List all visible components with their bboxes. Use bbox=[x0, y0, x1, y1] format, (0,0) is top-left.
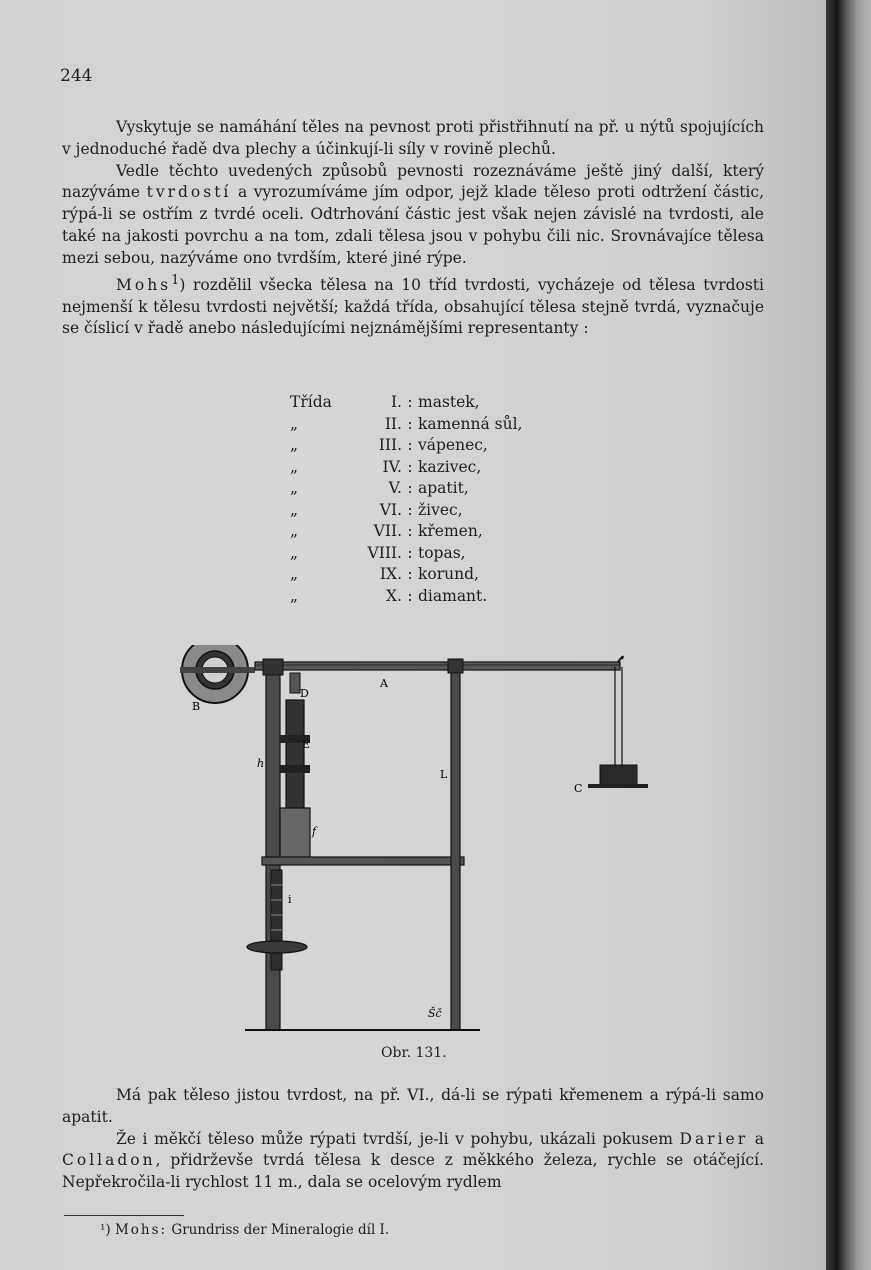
table-plate bbox=[262, 857, 464, 865]
class-mineral: apatit, bbox=[418, 479, 469, 497]
paragraph-mohs: Mohs$^1$) rozdělil všecka tělesa na 10 tříd tvrdosti, vycházeje od tělesa tvrdosti nejmenší k tělesu tvrdosti největší; každá třída, obsahující tělesa stejně tvrdá, vyznačuje se číslicí v řadě anebo následujícími nejznámějšími representanty : bbox=[62, 272, 764, 338]
footnote: ¹) Mohs: Grundriss der Mineralogie díl I. bbox=[100, 1222, 390, 1238]
body-text-bottom bbox=[62, 1085, 764, 1194]
class-separator: : bbox=[407, 393, 413, 411]
class-separator: : bbox=[407, 436, 413, 454]
hardness-class-row bbox=[290, 478, 522, 500]
handwheel bbox=[247, 941, 307, 953]
class-mineral: živec, bbox=[418, 500, 463, 519]
hardness-class-row bbox=[290, 392, 522, 414]
class-mineral: kazivec, bbox=[418, 457, 482, 476]
body-text-top bbox=[62, 117, 764, 340]
class-separator: : bbox=[407, 543, 413, 562]
class-separator: : bbox=[407, 457, 413, 476]
class-numeral: II. bbox=[384, 414, 402, 433]
class-separator: : bbox=[407, 565, 413, 583]
class-numeral: IX. bbox=[379, 565, 402, 583]
class-separator: : bbox=[407, 500, 413, 519]
footnote-rule bbox=[64, 1215, 184, 1216]
lever-arm bbox=[255, 662, 620, 670]
footnote-author: Mohs: bbox=[114, 1222, 168, 1238]
class-lead: „ bbox=[290, 586, 299, 605]
class-lead: „ bbox=[290, 543, 299, 562]
class-lead: „ bbox=[290, 457, 299, 476]
specimen-block bbox=[280, 808, 310, 858]
label-D: D bbox=[300, 687, 309, 700]
tool-holder bbox=[286, 700, 304, 810]
class-lead: Třída bbox=[290, 393, 332, 411]
class-lead: „ bbox=[290, 522, 299, 540]
class-mineral: vápenec, bbox=[418, 436, 488, 454]
class-separator: : bbox=[407, 522, 413, 540]
label-i: i bbox=[288, 893, 292, 906]
label-E: E bbox=[302, 738, 311, 751]
class-mineral: mastek, bbox=[418, 393, 480, 411]
class-mineral: křemen, bbox=[418, 522, 483, 540]
class-lead: „ bbox=[290, 500, 299, 519]
author-colladon: Colladon bbox=[62, 1151, 156, 1170]
hardness-class-row bbox=[290, 414, 522, 436]
figure-caption: Obr. 131. bbox=[381, 1045, 447, 1061]
label-L: L bbox=[440, 768, 448, 781]
author-darier: Darier bbox=[679, 1129, 749, 1148]
class-numeral: I. bbox=[390, 393, 402, 411]
class-mineral: topas, bbox=[418, 543, 466, 562]
hardness-class-row bbox=[290, 457, 522, 479]
hardness-class-row bbox=[290, 564, 522, 586]
engraver-signature: Šč bbox=[428, 1007, 442, 1020]
hardness-scale-list bbox=[290, 392, 522, 607]
term-hardness: tvrdostí bbox=[146, 183, 232, 202]
class-numeral: X. bbox=[386, 586, 402, 605]
class-separator: : bbox=[407, 479, 413, 497]
hardness-class-row bbox=[290, 435, 522, 457]
label-C: C bbox=[574, 782, 583, 795]
class-mineral: kamenná sůl, bbox=[418, 414, 523, 433]
class-mineral: diamant. bbox=[418, 586, 488, 605]
class-numeral: VII. bbox=[373, 522, 402, 540]
left-column bbox=[266, 665, 280, 1030]
right-post bbox=[451, 665, 460, 1030]
class-numeral: VI. bbox=[379, 500, 402, 519]
class-lead: „ bbox=[290, 479, 299, 497]
paragraph-motion-experiment: Že i měkčí těleso může rýpati tvrdší, je-li v pohybu, ukázali pokusem Darier a Colladon, přidrževše tvrdá tělesa k desce z měkkého železa, rychle se otáčející. Nepřekročila-li rychlost 11 m., dala se ocelovým rydlem bbox=[62, 1129, 764, 1192]
class-lead: „ bbox=[290, 565, 299, 583]
hardness-class-row bbox=[290, 543, 522, 565]
class-separator: : bbox=[407, 586, 413, 605]
paragraph-example: Má pak těleso jistou tvrdost, na př. VI., dá-li se rýpati křemenem a rýpá-li samo apatit. bbox=[62, 1086, 764, 1126]
class-lead: „ bbox=[290, 436, 299, 454]
hardness-class-row bbox=[290, 500, 522, 522]
class-numeral: VIII. bbox=[367, 543, 402, 562]
author-mohs: Mohs bbox=[116, 275, 172, 294]
label-f: f bbox=[312, 825, 317, 838]
label-A: A bbox=[380, 677, 388, 690]
weight bbox=[600, 765, 637, 785]
paragraph-shear: Vyskytuje se namáhání těles na pevnost proti přistřihnutí na př. u nýtů spojujících v jednoduché řadě dva plechy a účinkují-li síly v rovině plechů. bbox=[62, 118, 764, 158]
label-h: h bbox=[257, 757, 265, 770]
hardness-class-row bbox=[290, 586, 522, 608]
figure-hardness-apparatus bbox=[170, 645, 650, 1040]
class-lead: „ bbox=[290, 414, 299, 433]
page-number: 244 bbox=[60, 66, 93, 86]
class-separator: : bbox=[407, 414, 413, 433]
book-binding-edge bbox=[826, 0, 871, 1270]
footnote-ref: 1 bbox=[171, 272, 180, 288]
class-numeral: III. bbox=[378, 436, 402, 454]
class-numeral: V. bbox=[388, 479, 402, 497]
class-numeral: IV. bbox=[382, 457, 402, 476]
apparatus-drawing bbox=[170, 645, 650, 1040]
class-mineral: korund, bbox=[418, 565, 479, 583]
hardness-class-row bbox=[290, 521, 522, 543]
paragraph-hardness-definition: Vedle těchto uvedených způsobů pevnosti rozeznáváme ještě jiný další, který nazýváme tvrdostí a vyrozumíváme jím odpor, jejž klade těleso proti odtržení částic, rýpá-li se ostřím z tvrdé oceli. Odtrhování částic jest však nejen závislé na tvrdosti, ale také na jakosti povrchu a na tom, zdali tělesa jsou v pohybu čili nic. Srovnávajíce tělesa mezi sebou, nazýváme ono tvrdším, které jiné rýpe. bbox=[62, 161, 764, 267]
label-B: B bbox=[192, 700, 201, 713]
